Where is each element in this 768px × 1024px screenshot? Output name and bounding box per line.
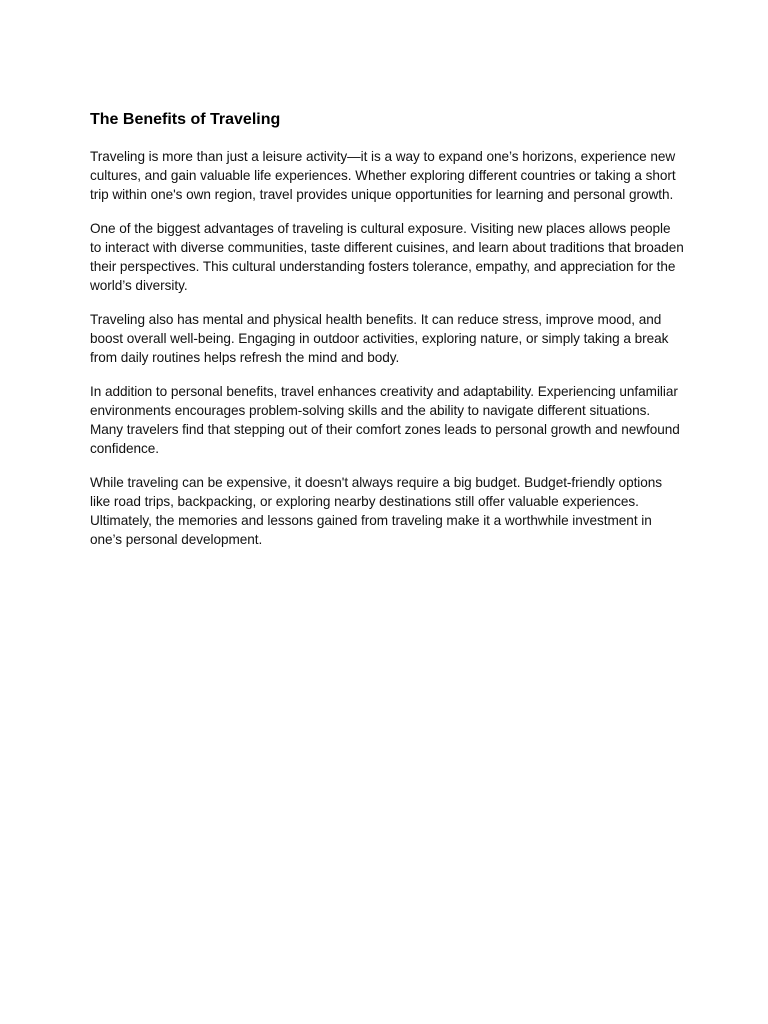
paragraph-cultural-exposure: One of the biggest advantages of traveling is cultural exposure. Visiting new places allows people to interact with diverse communities, taste different cuisines, and learn about traditions that broaden their perspectives. This cultural understanding fosters tolerance, empathy, and appreciation for the world’s diversity.	[90, 221, 684, 293]
document-body	[90, 108, 684, 564]
paragraph-health-benefits: Traveling also has mental and physical health benefits. It can reduce stress, improve mood, and boost overall well-being. Engaging in outdoor activities, exploring nature, or simply taking a break from daily routines helps refresh the mind and body.	[90, 312, 669, 365]
paragraph-budget: While traveling can be expensive, it doesn't always require a big budget. Budget-friendly options like road trips, backpacking, or exploring nearby destinations still offer valuable experiences. Ultimately, the memories and lessons gained from traveling make it a worthwhile investment in one’s personal development.	[90, 475, 663, 547]
paragraph-intro: Traveling is more than just a leisure activity—it is a way to expand one’s horizons, experience new cultures, and gain valuable life experiences. Whether exploring different countries or taking a short trip within one's own region, travel provides unique opportunities for learning and personal growth.	[90, 149, 676, 202]
document-title: The Benefits of Traveling	[90, 111, 281, 128]
paragraph-creativity: In addition to personal benefits, travel enhances creativity and adaptability. Experiencing unfamiliar environments encourages problem-solving skills and the ability to navigate different situations. Many travelers find that stepping out of their comfort zones leads to personal growth and newfound confidence.	[90, 384, 680, 456]
